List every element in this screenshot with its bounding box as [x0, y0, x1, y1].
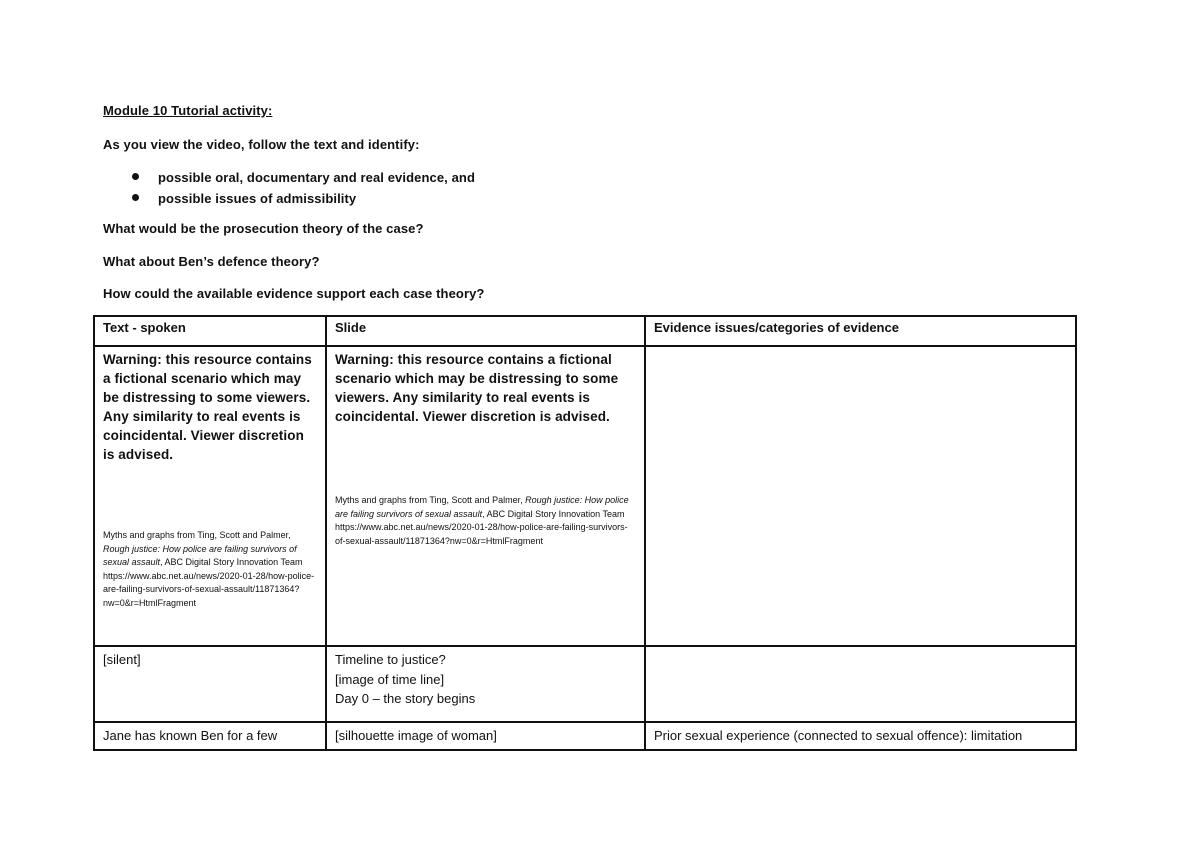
question-defence: What about Ben’s defence theory?	[103, 254, 320, 269]
evidence-table	[93, 315, 1077, 751]
column-header-spoken: Text - spoken	[94, 316, 326, 346]
intro-text: As you view the video, follow the text and identify:	[103, 137, 420, 152]
table-header-row	[94, 316, 1076, 346]
column-header-evidence: Evidence issues/categories of evidence	[645, 316, 1076, 346]
warning-text: Warning: this resource contains a fictional scenario which may be distressing to some viewers. Any similarity to real events is coincidental. Viewer discretion is advised.	[335, 352, 619, 424]
slide-cell	[326, 346, 645, 646]
question-prosecution: What would be the prosecution theory of the case?	[103, 221, 424, 236]
evidence-cell: Prior sexual experience (connected to sexual offence): limitation	[645, 722, 1076, 750]
evidence-cell	[645, 646, 1076, 722]
slide-cell: Timeline to justice? [image of time line] Day 0 – the story begins	[326, 646, 645, 722]
list-item: possible oral, documentary and real evidence, and	[103, 169, 475, 190]
table-row	[94, 646, 1076, 722]
spoken-cell: Jane has known Ben for a few	[94, 722, 326, 750]
citation-text: Myths and graphs from Ting, Scott and Palmer, Rough justice: How police are failing survivors of sexual assault, ABC Digital Story Innovation Team https://www.abc.net.au/news/2020-01-28/how-police-are-failing-survivors-of-sexual-assault/11871364?nw=0&r=HtmlFragment	[103, 530, 315, 608]
spoken-cell	[94, 346, 326, 646]
warning-text: Warning: this resource contains a fictional scenario which may be distressing to some viewers. Any similarity to real events is coincidental. Viewer discretion is advised.	[103, 352, 312, 462]
bullet-icon	[132, 194, 139, 201]
bullet-list	[103, 169, 475, 211]
column-header-slide: Slide	[326, 316, 645, 346]
slide-cell: [silhouette image of woman]	[326, 722, 645, 750]
page-title: Module 10 Tutorial activity:	[103, 103, 273, 118]
bullet-icon	[132, 173, 139, 180]
evidence-cell	[645, 346, 1076, 646]
table-row	[94, 346, 1076, 646]
list-item: possible issues of admissibility	[103, 190, 475, 211]
table-row	[94, 722, 1076, 750]
citation-text: Myths and graphs from Ting, Scott and Palmer, Rough justice: How police are failing survivors of sexual assault, ABC Digital Story Innovation Team https://www.abc.net.au/news/2020-01-28/how-police-are-failing-survivors-of-sexual-assault/11871364?nw=0&r=HtmlFragment	[335, 495, 629, 546]
question-evidence: How could the available evidence support each case theory?	[103, 286, 485, 301]
spoken-cell: [silent]	[94, 646, 326, 722]
